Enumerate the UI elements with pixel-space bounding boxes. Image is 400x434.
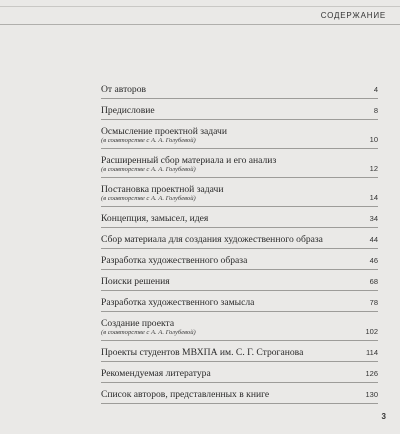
toc-entry-title: Рекомендуемая литература xyxy=(101,368,211,379)
toc-entry-title: Список авторов, представленных в книге xyxy=(101,389,270,400)
toc-entry-page-number: 68 xyxy=(369,277,378,286)
toc-entry-title: Концепция, замысел, идея xyxy=(101,213,209,224)
toc-entry-page-number: 4 xyxy=(373,85,378,94)
toc-entry xyxy=(101,362,378,383)
toc-entry-coauthor-note: (в соавторстве с А. А. Голубевой) xyxy=(101,329,196,336)
toc-entry-coauthor-note: (в соавторстве с А. А. Голубевой) xyxy=(101,195,196,202)
toc-entry-coauthor-note: (в соавторстве с А. А. Голубевой) xyxy=(101,166,196,173)
toc-entry xyxy=(101,120,378,149)
page-number: 3 xyxy=(381,412,386,421)
toc-entry xyxy=(101,341,378,362)
toc-entry xyxy=(101,270,378,291)
toc-entry xyxy=(101,149,378,178)
toc-entry-page-number: 44 xyxy=(369,235,378,244)
toc-entry-page-number: 8 xyxy=(373,106,378,115)
toc-entry-page-number: 78 xyxy=(369,298,378,307)
toc-entry xyxy=(101,78,378,99)
toc-entry-page-number: 114 xyxy=(366,348,378,357)
toc-entry-page-number: 130 xyxy=(365,390,378,399)
toc-entry xyxy=(101,291,378,312)
toc-entry-title: Осмысление проектной задачи xyxy=(101,126,227,137)
toc-entry-title: Сбор материала для создания художественного образа xyxy=(101,234,323,245)
toc-entry-title: Расширенный сбор материала и его анализ xyxy=(101,155,277,166)
toc-entry xyxy=(101,312,378,341)
toc-entry xyxy=(101,228,378,249)
toc-entry xyxy=(101,249,378,270)
section-title: СОДЕРЖАНИЕ xyxy=(320,11,386,20)
toc-entry-title: Проекты студентов МВХПА им. С. Г. Строганова xyxy=(101,347,304,358)
toc-entry-coauthor-note: (в соавторстве с А. А. Голубевой) xyxy=(101,137,196,144)
toc-entry xyxy=(101,383,378,404)
toc-entry-title: Поиски решения xyxy=(101,276,170,287)
toc-entry xyxy=(101,178,378,207)
table-of-contents xyxy=(101,78,378,404)
toc-entry-page-number: 126 xyxy=(365,369,378,378)
toc-entry-page-number: 12 xyxy=(369,164,378,173)
header-rule xyxy=(0,24,400,25)
toc-entry-title: Создание проекта xyxy=(101,318,175,329)
toc-entry-page-number: 34 xyxy=(369,214,378,223)
toc-entry-title: Предисловие xyxy=(101,105,155,116)
toc-entry-title: Разработка художественного образа xyxy=(101,255,248,266)
toc-entry xyxy=(101,207,378,228)
toc-entry-page-number: 102 xyxy=(365,327,378,336)
toc-entry xyxy=(101,99,378,120)
toc-entry-page-number: 14 xyxy=(369,193,378,202)
toc-entry-title: От авторов xyxy=(101,84,147,95)
toc-entry-title: Разработка художественного замысла xyxy=(101,297,255,308)
toc-entry-page-number: 10 xyxy=(369,135,378,144)
toc-entry-page-number: 46 xyxy=(369,256,378,265)
header-top-rule xyxy=(0,6,400,7)
toc-entry-title: Постановка проектной задачи xyxy=(101,184,224,195)
